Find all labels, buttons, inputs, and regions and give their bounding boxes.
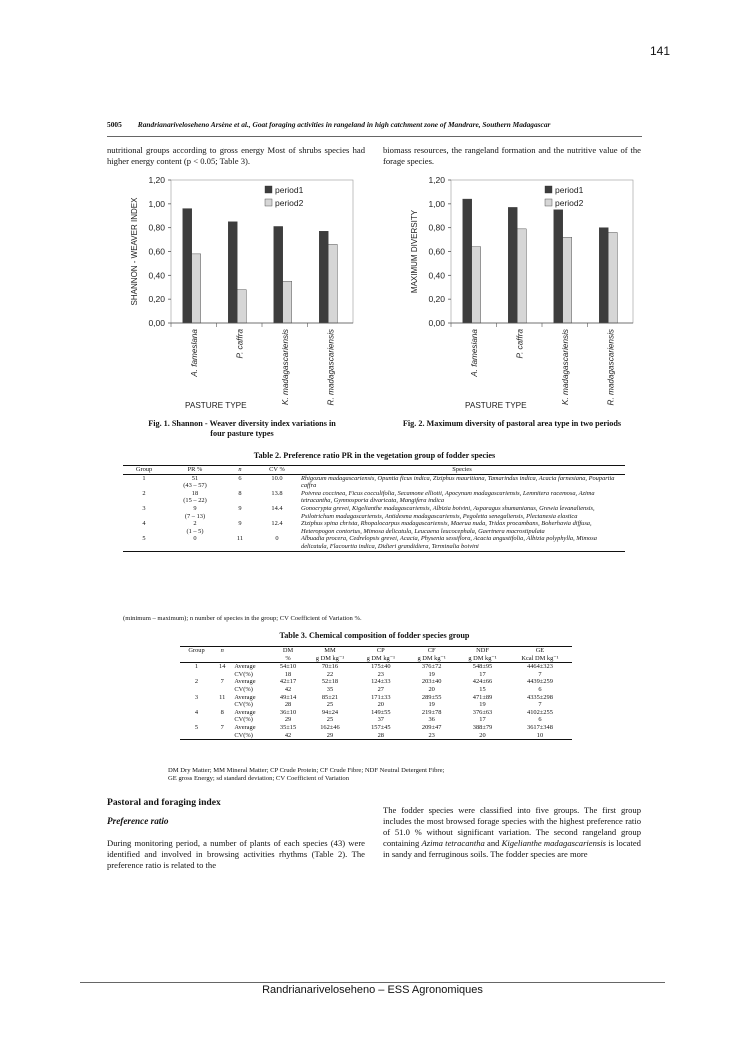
table-3-row bbox=[180, 694, 572, 702]
t2-pr-value: 9 bbox=[193, 504, 197, 512]
y-tick-label: 1,00 bbox=[428, 198, 445, 209]
t3-cell-value: 19 bbox=[428, 701, 435, 709]
t3-cell-stat: Average bbox=[234, 678, 256, 686]
right-para-italic-1: Azima tetracantha bbox=[421, 838, 485, 848]
t3-cell-stat: CV(%) bbox=[234, 716, 253, 724]
running-head bbox=[107, 120, 652, 129]
t3-cell-value: 20 bbox=[479, 731, 486, 739]
t3-cell-value: 162±46 bbox=[320, 723, 340, 731]
section-heading: Pastoral and foraging index bbox=[107, 797, 221, 808]
t3-cell-value: 17 bbox=[479, 716, 486, 724]
t3-h-ge: GE bbox=[535, 647, 545, 654]
t3-h-cp: CP bbox=[376, 647, 385, 654]
t3-cell-stat: CV(%) bbox=[234, 701, 253, 709]
t2-h-n: n bbox=[238, 466, 242, 473]
table-3-row bbox=[180, 678, 572, 686]
t3-cell-n bbox=[213, 671, 231, 679]
t3-cell-stat: Average bbox=[234, 723, 256, 731]
t3-cell-value: 36 bbox=[428, 716, 435, 724]
t2-h-group: Group bbox=[135, 466, 153, 473]
table-3 bbox=[180, 646, 572, 740]
x-tick-label: A. famesiana bbox=[469, 329, 479, 377]
bar-period2 bbox=[608, 232, 617, 323]
table-3-header bbox=[180, 647, 572, 655]
table-2-row bbox=[123, 535, 625, 551]
t2-cell-group: 2 bbox=[142, 489, 146, 497]
t3-cell-n: 11 bbox=[219, 693, 226, 701]
right-paragraph bbox=[383, 805, 641, 860]
t3-u-1 bbox=[213, 655, 231, 663]
t2-cell-n: 9 bbox=[238, 520, 242, 528]
bar-period2 bbox=[283, 281, 292, 323]
t3-cell-value: 27 bbox=[377, 685, 384, 693]
bar-period1 bbox=[319, 231, 328, 323]
t3-cell-value: 54±10 bbox=[279, 663, 297, 671]
running-title: Randrianariveloseheno Arsène et al., Goat foraging activities in rangeland in high catchment zone of Mandrare, Southern Madagascar bbox=[137, 120, 551, 129]
legend-swatch-period2 bbox=[545, 199, 552, 206]
t3-cell-group: 4 bbox=[194, 708, 199, 716]
bar-period2 bbox=[517, 229, 526, 323]
table-3-row bbox=[180, 686, 572, 694]
legend-swatch-period1 bbox=[265, 186, 272, 193]
t3-h-cf: CF bbox=[427, 647, 436, 654]
t3-cell-value: 388±79 bbox=[472, 723, 493, 731]
legend-label-period2: period2 bbox=[275, 198, 304, 208]
table-3-row bbox=[180, 663, 572, 671]
t2-cell-pr bbox=[165, 474, 225, 490]
table-3-units bbox=[180, 655, 572, 663]
t3-cell-value: 20 bbox=[428, 685, 435, 693]
t3-cell-value: 15 bbox=[479, 685, 486, 693]
y-tick-label: 0,20 bbox=[148, 294, 165, 305]
t3-cell-value: 25 bbox=[326, 701, 334, 709]
y-tick-label: 1,20 bbox=[428, 175, 445, 185]
t3-cell-value: 23 bbox=[428, 731, 435, 739]
t2-cell-cv: 13.8 bbox=[271, 489, 283, 497]
bar-period2 bbox=[563, 237, 572, 323]
bar-period1 bbox=[274, 226, 283, 323]
t2-cell-species: Albuadia procera, Cedrelopsis grevei, Acacia, Physenia sessiflora, Acacia angustifolia, Albizia polyphylla, Mimosa delicatula, Flacourtia indica, Didieri grandidiera, Terminalia boivini bbox=[301, 535, 597, 550]
t3-cell-value: 70±16 bbox=[321, 663, 339, 671]
t2-h-pr: PR % bbox=[187, 466, 203, 473]
bar-period1 bbox=[228, 222, 237, 323]
section-subheading: Preference ratio bbox=[107, 816, 169, 826]
t3-u-5: g DM kg⁻¹ bbox=[366, 654, 395, 662]
t3-cell-value: 10 bbox=[536, 731, 544, 739]
x-tick-label: P. caffra bbox=[235, 329, 245, 359]
t3-cell-value: 209±47 bbox=[421, 723, 442, 731]
t3-cell-value: 219±78 bbox=[421, 708, 442, 716]
t2-h-species: Species bbox=[452, 466, 472, 473]
t2-cell-group: 4 bbox=[142, 520, 146, 528]
figure-1-chart bbox=[125, 172, 360, 418]
legend-label-period1: period1 bbox=[555, 185, 584, 195]
journal-code: 5005 bbox=[107, 120, 122, 129]
legend-swatch-period1 bbox=[545, 186, 552, 193]
t3-h-ndf: NDF bbox=[476, 647, 489, 654]
t3-cell-value: 548±95 bbox=[472, 663, 493, 671]
figure-1-caption bbox=[112, 419, 372, 439]
y-tick-label: 0,00 bbox=[428, 318, 445, 328]
t3-cell-group bbox=[180, 671, 213, 679]
t2-pr-value: 2 bbox=[193, 520, 197, 528]
t3-cell-stat: Average bbox=[234, 708, 256, 716]
t3-cell-value: 37 bbox=[377, 716, 384, 724]
t3-cell-group: 3 bbox=[194, 693, 199, 701]
t3-u-7: g DM kg⁻¹ bbox=[468, 654, 497, 662]
t2-pr-range: (7 – 13) bbox=[184, 512, 206, 520]
t3-cell-stat: CV(%) bbox=[234, 685, 253, 693]
page-footer: Randrianariveloseheno – ESS Agronomiques bbox=[262, 984, 483, 996]
t3-u-0 bbox=[180, 655, 213, 663]
t2-cell-species: Gonocrypta grevei, Kigelianthe madagascariensis, Albizia boivini, Asparagus shumanianus, Grewia levanaliensis, Psilotrichum madagascariensis, Antidesma madagascariensis, Pegoletta senegaliensis, Plectanesia elastica bbox=[301, 504, 595, 520]
t2-pr-range: (43 – 57) bbox=[183, 482, 207, 490]
t3-cell-group bbox=[180, 686, 213, 694]
table-3-row bbox=[180, 716, 572, 724]
x-tick-label: A. fameslana bbox=[189, 329, 199, 377]
t3-cell-value: 42 bbox=[284, 731, 292, 739]
t2-cell-pr bbox=[165, 490, 225, 505]
t3-cell-value: 17 bbox=[479, 670, 486, 678]
t3-cell-value: 35±15 bbox=[279, 723, 297, 731]
t3-h-mm: MM bbox=[324, 647, 336, 654]
t3-cell-value: 6 bbox=[538, 685, 542, 693]
x-tick-label: P. caffra bbox=[515, 329, 525, 359]
x-tick-label: K. madagascariensis bbox=[560, 329, 570, 405]
t3-cell-value: 376±72 bbox=[421, 663, 442, 671]
t3-cell-stat: Average bbox=[234, 663, 256, 671]
t3-cell-n: 14 bbox=[219, 663, 226, 671]
table-2-header bbox=[123, 466, 625, 475]
intro-left: nutritional groups according to gross energy Most of shrubs species had higher energy content (p < 0.05; Table 3). bbox=[107, 145, 365, 166]
t2-cell-cv: 10.0 bbox=[271, 474, 283, 482]
t3-cell-value: 171±33 bbox=[371, 693, 391, 701]
table-3-caption: Table 3. Chemical composition of fodder species group bbox=[279, 631, 470, 640]
bar-period1 bbox=[599, 228, 608, 323]
table-3-footnote-2: GE gross Energy; sd standard deviation; CV Coefficient of Variation bbox=[168, 775, 349, 782]
t3-cell-value: 28 bbox=[284, 701, 292, 709]
x-tick-label: K. madagascariensis bbox=[280, 329, 290, 405]
table-3-row bbox=[180, 732, 572, 740]
t3-cell-group bbox=[180, 732, 213, 740]
footer-rule bbox=[80, 982, 665, 983]
t3-cell-value: 4439±259 bbox=[527, 678, 553, 686]
figure-1-caption-line2: four pasture types bbox=[210, 429, 274, 438]
t3-cell-stat: CV(%) bbox=[234, 670, 253, 678]
t3-cell-n: 8 bbox=[220, 708, 224, 716]
t2-cell-n: 8 bbox=[238, 489, 242, 497]
t3-h-blank bbox=[231, 647, 271, 655]
t3-cell-value: 157±45 bbox=[371, 723, 391, 731]
table-3-footnote bbox=[168, 767, 638, 783]
table-2-caption: Table 2. Preference ratio PR in the vegetation group of fodder species bbox=[253, 451, 496, 460]
legend-label-period1: period1 bbox=[275, 185, 304, 195]
x-tick-label: R. madagascariensis bbox=[326, 329, 336, 406]
t3-cell-value: 3617±348 bbox=[527, 723, 553, 731]
t3-cell-value: 18 bbox=[284, 670, 292, 678]
t3-cell-value: 7 bbox=[538, 670, 542, 678]
t3-cell-value: 203±40 bbox=[421, 678, 442, 686]
y-tick-label: 0,60 bbox=[428, 246, 445, 257]
t3-cell-value: 289±55 bbox=[421, 693, 442, 701]
bar-period2 bbox=[328, 244, 337, 323]
t3-cell-value: 28 bbox=[377, 731, 384, 739]
t3-cell-value: 49±14 bbox=[279, 693, 297, 701]
t3-cell-n bbox=[213, 701, 231, 709]
t2-cell-pr bbox=[165, 520, 225, 535]
figure-2-caption bbox=[378, 419, 646, 429]
bar-period1 bbox=[463, 199, 472, 323]
t2-cell-group: 5 bbox=[142, 535, 146, 543]
x-axis-label: PASTURE TYPE bbox=[185, 401, 247, 410]
t2-pr-range: (1 – 5) bbox=[186, 527, 204, 535]
table-3-row bbox=[180, 671, 572, 679]
x-tick-label: R. madagascariensis bbox=[606, 329, 616, 406]
t2-cell-n: 11 bbox=[236, 535, 244, 543]
y-tick-label: 0,40 bbox=[428, 270, 445, 281]
y-tick-label: 0,40 bbox=[148, 270, 165, 281]
table-3-footnote-1: DM Dry Matter; MM Mineral Matter; CP Crude Protein; CF Crude Fibre; NDF Neutral Detergent Fibre; bbox=[168, 767, 445, 774]
t3-cell-value: 149±55 bbox=[371, 708, 391, 716]
t2-pr-value: 18 bbox=[191, 489, 199, 497]
bar-period1 bbox=[183, 209, 192, 323]
t2-pr-range: (15 – 22) bbox=[183, 497, 207, 505]
t2-pr-value: 0 bbox=[193, 535, 197, 543]
t3-u-8: Kcal DM kg⁻¹ bbox=[521, 654, 559, 662]
page-number: 141 bbox=[650, 44, 671, 58]
t3-cell-value: 19 bbox=[428, 670, 435, 678]
t3-cell-stat: Average bbox=[234, 693, 256, 701]
t3-cell-value: 22 bbox=[326, 670, 334, 678]
right-para-text-3: is located in sandy and ferruginous soils. The fodder species are more bbox=[383, 838, 641, 859]
figure-1-caption-line1: Fig. 1. Shannon - Weaver diversity index variations in bbox=[148, 419, 336, 428]
t3-cell-value: 471±89 bbox=[472, 693, 493, 701]
t2-cell-group: 3 bbox=[142, 504, 146, 512]
t3-cell-value: 29 bbox=[284, 716, 292, 724]
y-tick-label: 1,20 bbox=[148, 175, 165, 185]
bar-period2 bbox=[237, 290, 246, 323]
bar-period1 bbox=[508, 207, 517, 323]
t3-cell-group bbox=[180, 701, 213, 709]
t2-cell-species: Ziziphus spina christa, Rhopalocarpus madagascariensis, Maerua nuda, Tridax procambans, Boherhavia diffusa, Heteropogon contortus, Mimosa delicatula, Leucaena leucocephala, Gaertnera macrostipulata bbox=[301, 520, 592, 535]
t3-cell-n: 7 bbox=[220, 678, 224, 686]
t2-pr-value: 51 bbox=[191, 474, 199, 482]
t3-cell-group: 5 bbox=[194, 723, 199, 731]
table-3-row bbox=[180, 701, 572, 709]
legend-swatch-period2 bbox=[265, 199, 272, 206]
t3-cell-value: 4102±255 bbox=[527, 708, 553, 716]
table-2-row bbox=[123, 490, 625, 505]
t2-cell-species: Poivrea coccinea, Ficus cocculifolia, Secamone elliotii, Apocynum madagascariensis, Lemnitera racemosa, Azima tetracantha, Gymnosporia divaricata, Mangifera indica bbox=[301, 489, 595, 505]
right-para-text-1: The fodder species were classified into five groups. The first group includes the most browsed forage species with the highest preference ratio of 51.0 % without significant variation. The second rangeland group containing bbox=[383, 805, 641, 848]
t3-h-dm: DM bbox=[282, 647, 294, 654]
t3-h-n: n bbox=[220, 647, 224, 654]
t3-cell-value: 19 bbox=[479, 701, 486, 709]
table-2-row bbox=[123, 505, 625, 520]
t3-u-6: g DM kg⁻¹ bbox=[417, 654, 446, 662]
t3-cell-value: 6 bbox=[538, 716, 542, 724]
y-tick-label: 0,00 bbox=[148, 318, 165, 328]
intro-right: biomass resources, the rangeland formation and the nutritive value of the forage species. bbox=[383, 145, 641, 166]
y-axis-label: SHANNON - WEAVER INDEX bbox=[130, 197, 139, 306]
y-tick-label: 0,20 bbox=[428, 294, 445, 305]
table-2-footnote: (minimum – maximum); n number of species in the group; CV Coefficient of Variation %. bbox=[123, 615, 362, 622]
t3-cell-value: 23 bbox=[377, 670, 384, 678]
t2-cell-cv: 14.4 bbox=[271, 504, 283, 512]
t3-cell-value: 42±17 bbox=[279, 678, 297, 686]
t3-cell-stat: CV(%) bbox=[234, 731, 253, 739]
t3-cell-value: 7 bbox=[538, 701, 542, 709]
t3-cell-value: 124±33 bbox=[371, 678, 391, 686]
t2-h-cv: CV % bbox=[269, 466, 285, 473]
t3-cell-n bbox=[213, 716, 231, 724]
t3-cell-value: 29 bbox=[326, 731, 334, 739]
t3-cell-n: 7 bbox=[220, 723, 224, 731]
y-tick-label: 0,80 bbox=[148, 222, 165, 233]
table-2-row bbox=[123, 520, 625, 535]
t3-cell-value: 4464±323 bbox=[527, 663, 553, 671]
t3-cell-n bbox=[213, 686, 231, 694]
t2-cell-n: 6 bbox=[238, 474, 242, 482]
header-rule bbox=[107, 136, 642, 137]
t3-h-group: Group bbox=[188, 647, 205, 654]
x-axis-label: PASTURE TYPE bbox=[465, 401, 527, 410]
right-para-italic-2: Kigelianthe madagascariensis bbox=[501, 838, 606, 848]
t3-cell-value: 424±66 bbox=[472, 678, 493, 686]
t3-cell-group bbox=[180, 716, 213, 724]
t2-cell-cv: 0 bbox=[275, 535, 279, 543]
table-2-row bbox=[123, 474, 625, 490]
bar-period2 bbox=[192, 254, 201, 323]
t2-cell-cv: 12.4 bbox=[271, 520, 283, 528]
t2-cell-species: Rhigozum madagascariensis, Opuntia ficus indica, Ziziphus mauritiana, Tamarindus indica, Acacia farnesiana, Poupartia caffra bbox=[301, 474, 615, 490]
left-paragraph: During monitoring period, a number of plants of each species (43) were identified and involved in browsing activities rhythms (Table 2). The preference ratio is related to the bbox=[107, 838, 365, 870]
y-tick-label: 1,00 bbox=[148, 198, 165, 209]
table-2 bbox=[123, 465, 625, 552]
t3-cell-value: 85±21 bbox=[321, 693, 339, 701]
t3-cell-value: 376±63 bbox=[472, 708, 493, 716]
t2-cell-n: 9 bbox=[238, 504, 242, 512]
t3-cell-value: 20 bbox=[377, 701, 384, 709]
right-para-text-2: and bbox=[484, 838, 502, 848]
t3-u-3: % bbox=[285, 654, 291, 662]
table-3-row bbox=[180, 724, 572, 732]
t3-cell-value: 36±10 bbox=[279, 708, 297, 716]
t3-u-4: g DM kg⁻¹ bbox=[315, 654, 345, 662]
figure-2-caption-line1: Fig. 2. Maximum diversity of pastoral area type in two periods bbox=[402, 419, 622, 428]
t3-cell-group: 2 bbox=[194, 678, 199, 686]
table-3-row bbox=[180, 709, 572, 717]
t3-u-2 bbox=[231, 655, 271, 663]
t3-cell-value: 4335±298 bbox=[527, 693, 553, 701]
y-tick-label: 0,80 bbox=[428, 222, 445, 233]
t2-cell-pr bbox=[165, 535, 225, 551]
figure-2-chart bbox=[405, 172, 640, 418]
legend-label-period2: period2 bbox=[555, 198, 584, 208]
t3-cell-value: 94±24 bbox=[321, 708, 339, 716]
y-axis-label: MAXIMUM DIVERSITY bbox=[410, 209, 419, 294]
t3-cell-value: 175±40 bbox=[371, 663, 391, 671]
bar-period2 bbox=[472, 247, 481, 323]
t3-cell-n bbox=[213, 732, 231, 740]
y-tick-label: 0,60 bbox=[148, 246, 165, 257]
t3-cell-value: 42 bbox=[284, 685, 292, 693]
t3-cell-group: 1 bbox=[194, 663, 199, 671]
t3-cell-value: 25 bbox=[326, 716, 334, 724]
t2-cell-pr bbox=[165, 505, 225, 520]
t3-cell-value: 35 bbox=[326, 685, 334, 693]
t2-cell-group: 1 bbox=[142, 474, 146, 482]
t3-cell-value: 52±18 bbox=[321, 678, 339, 686]
bar-period1 bbox=[554, 210, 563, 323]
